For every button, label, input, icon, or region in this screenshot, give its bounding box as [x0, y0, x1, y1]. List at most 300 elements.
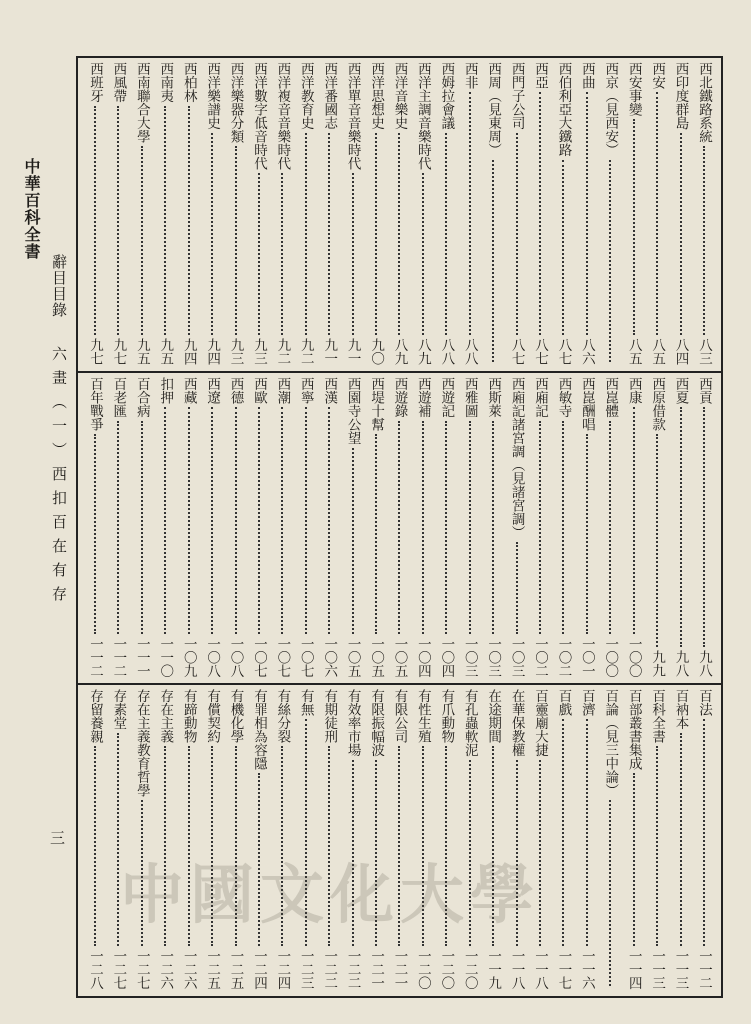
index-entry [459, 377, 481, 677]
entry-title: 西洋單音音樂時代 [344, 62, 361, 170]
entry-title: 西北鐵路系統 [695, 62, 712, 143]
entry-title: 西園寺公望 [344, 377, 361, 445]
entry-title: 西柏林 [180, 62, 197, 103]
entry-page: 一〇〇 [625, 636, 642, 677]
entry-page: 一二五 [204, 948, 221, 989]
index-entry [342, 62, 364, 365]
entry-title: 百衲本 [672, 689, 689, 730]
entry-page: 八八 [438, 338, 455, 365]
entry-title: 西洋樂譜史 [204, 62, 221, 130]
index-entry [342, 377, 364, 677]
dot-leader [586, 434, 588, 634]
index-entry [459, 689, 481, 989]
dot-leader [375, 133, 377, 336]
entry-page: 九七 [87, 338, 103, 365]
entry-page: 一〇五 [368, 636, 385, 677]
entry-title: 西洋數字低音時代 [250, 62, 267, 170]
entry-page: 九九 [649, 650, 666, 677]
entry-page: 八七 [508, 338, 525, 365]
entry-page: 八七 [532, 338, 549, 365]
index-entry [693, 689, 715, 989]
dot-leader [609, 800, 611, 986]
dot-leader [562, 421, 564, 634]
index-entry [107, 377, 129, 677]
entry-title: 西姆拉會議 [438, 62, 455, 130]
dot-leader [352, 448, 354, 634]
entry-page: 八九 [391, 338, 408, 365]
entry-page: 一二四 [274, 948, 291, 989]
index-entry [295, 377, 317, 677]
entry-page: 一〇〇 [602, 636, 619, 677]
index-entry [435, 689, 457, 989]
dot-leader [539, 421, 541, 634]
dot-leader [492, 746, 494, 946]
index-entry [482, 689, 504, 989]
entry-title: 有蹄動物 [180, 689, 197, 743]
entry-page: 一一六 [578, 948, 595, 989]
index-entry [154, 689, 176, 989]
index-entry [271, 377, 293, 677]
dot-leader [703, 407, 705, 647]
index-entry [506, 62, 528, 365]
index-entry [107, 689, 129, 989]
dot-leader [188, 407, 190, 634]
dot-leader [117, 733, 119, 946]
entry-page: 一一三 [672, 948, 689, 989]
entry-title: 西堤十幫 [368, 377, 385, 431]
watermark: 中國文化大學 [120, 858, 540, 933]
index-entry [412, 62, 434, 365]
index-entry [271, 62, 293, 365]
entry-page: 一一二 [110, 636, 127, 677]
dot-leader [117, 421, 119, 634]
dot-leader [375, 760, 377, 946]
entry-page: 一二七 [110, 948, 127, 989]
index-entry [248, 62, 270, 365]
entry-title: 有機化學 [227, 689, 244, 743]
dot-leader [516, 760, 518, 946]
entry-page: 一〇五 [344, 636, 361, 677]
entry-page: 一〇七 [297, 636, 314, 677]
dot-leader [117, 106, 119, 336]
dot-leader [562, 160, 564, 336]
dot-leader [656, 434, 658, 647]
entry-title: 百戲 [555, 689, 572, 716]
dot-leader [235, 746, 237, 946]
dot-leader [398, 746, 400, 946]
entry-title: 西伯利亞大鐵路 [555, 62, 572, 157]
dot-leader [328, 407, 330, 634]
entry-page: 八三 [695, 338, 712, 365]
entry-page: 一〇三 [461, 636, 478, 677]
entry-title: 西京（見西安） [602, 62, 619, 157]
entry-title: 百法 [695, 689, 712, 716]
entry-title: 百部叢書集成 [625, 689, 642, 770]
entry-title: 存在主義 [157, 689, 174, 743]
page-number: 三 [48, 830, 66, 845]
index-entry [295, 62, 317, 365]
entry-title: 有孔蟲軟泥 [461, 689, 478, 757]
entry-title: 西貢 [695, 377, 712, 404]
entry-title: 百濟 [578, 689, 595, 716]
dot-leader [258, 407, 260, 634]
entry-title: 有性生殖 [414, 689, 431, 743]
dot-leader [328, 133, 330, 336]
entry-title: 有無 [297, 689, 314, 716]
entry-title: 有罪相為容隱 [250, 689, 267, 770]
entry-page: 一〇三 [485, 636, 502, 677]
index-entry [84, 689, 106, 989]
index-entry [599, 689, 621, 989]
dot-leader [281, 746, 283, 946]
index-entry [248, 689, 270, 989]
entry-page: 一一一 [133, 636, 150, 677]
index-entry [365, 377, 387, 677]
dot-leader [703, 719, 705, 946]
entry-page: 九八 [695, 650, 712, 677]
dot-leader [211, 407, 213, 634]
entry-title: 有償契約 [204, 689, 221, 743]
entry-page: 一〇二 [555, 636, 572, 677]
index-entry [576, 62, 598, 365]
index-entry [84, 62, 106, 365]
entry-page: 八五 [625, 338, 642, 365]
dot-leader [281, 173, 283, 335]
dot-leader [305, 719, 307, 946]
dot-leader [211, 746, 213, 946]
entry-page: 九二 [297, 338, 314, 365]
index-entry [412, 689, 434, 989]
dot-leader [305, 133, 307, 336]
index-entry [201, 689, 223, 989]
entry-page: 一一八 [532, 948, 549, 989]
entry-title: 西曲 [578, 62, 595, 89]
entry-title: 西潮 [274, 377, 291, 404]
dot-leader [633, 119, 635, 335]
dot-leader [586, 719, 588, 946]
dot-leader [94, 434, 96, 634]
entry-page: 一一四 [625, 948, 642, 989]
index-entry [154, 377, 176, 677]
index-entry [318, 689, 340, 989]
index-band-bottom [84, 689, 715, 989]
index-entry [646, 689, 668, 989]
entry-title: 西雅圖 [461, 377, 478, 418]
index-entry [435, 377, 457, 677]
entry-title: 西原借款 [649, 377, 666, 431]
entry-page: 一〇八 [204, 636, 221, 677]
entry-title: 存素堂 [110, 689, 127, 730]
entry-page: 九四 [204, 338, 221, 365]
dot-leader [422, 421, 424, 634]
entry-title: 西洋複音音樂時代 [274, 62, 291, 170]
index-entry [670, 689, 692, 989]
entry-title: 西崑體 [602, 377, 619, 418]
dot-leader [398, 133, 400, 336]
entry-title: 西周（見東周） [485, 62, 502, 157]
dot-leader [539, 92, 541, 335]
entry-title: 有限公司 [391, 689, 408, 743]
dot-leader [352, 760, 354, 946]
entry-title: 西崑酬唱 [578, 377, 595, 431]
index-entry [131, 62, 153, 365]
dot-leader [235, 146, 237, 335]
dot-leader [258, 173, 260, 335]
index-entry [552, 689, 574, 989]
entry-page: 九五 [133, 338, 150, 365]
entry-page: 九一 [344, 338, 361, 365]
index-entry [318, 62, 340, 365]
entry-title: 西洋思想史 [368, 62, 385, 130]
entry-page: 九三 [250, 338, 267, 365]
index-entry [131, 689, 153, 989]
entry-title: 西夏 [672, 377, 689, 404]
entry-page: 八九 [414, 338, 431, 365]
entry-title: 西斯萊 [485, 377, 502, 418]
entry-title: 西遊記 [438, 377, 455, 418]
entry-page: 九一 [321, 338, 338, 365]
entry-page: 一二七 [133, 948, 150, 989]
dot-leader [539, 760, 541, 946]
index-entry [154, 62, 176, 365]
entry-page: 一二六 [180, 948, 197, 989]
entry-title: 西洋主調音樂時代 [414, 62, 431, 170]
index-table [76, 56, 723, 998]
index-entry [506, 689, 528, 989]
entry-page: 九三 [227, 338, 244, 365]
dot-leader [164, 746, 166, 946]
index-entry [623, 689, 645, 989]
dot-leader [703, 146, 705, 335]
index-entry [248, 377, 270, 677]
entry-page: 一一二 [87, 636, 103, 677]
dot-leader [492, 160, 494, 363]
entry-title: 存留養親 [87, 689, 103, 743]
entry-page: 一二一 [368, 948, 385, 989]
index-entry [482, 62, 504, 365]
index-entry [201, 62, 223, 365]
entry-title: 有限振幅波 [368, 689, 385, 757]
dot-leader [422, 173, 424, 335]
index-entry [342, 689, 364, 989]
index-entry [623, 62, 645, 365]
index-entry [388, 62, 410, 365]
index-entry [412, 377, 434, 677]
index-entry [576, 377, 598, 677]
entry-title: 在途期間 [485, 689, 502, 743]
entry-page: 一二六 [157, 948, 174, 989]
index-entry [693, 62, 715, 365]
index-entry [388, 377, 410, 677]
index-entry [646, 377, 668, 677]
entry-page: 一一七 [555, 948, 572, 989]
index-entry [529, 689, 551, 989]
entry-page: 一一九 [485, 948, 502, 989]
entry-page: 九〇 [368, 338, 385, 365]
dot-leader [328, 746, 330, 946]
dot-leader [375, 434, 377, 634]
entry-page: 一二〇 [414, 948, 431, 989]
entry-title: 西班牙 [87, 62, 103, 103]
entry-title: 西遼 [204, 377, 221, 404]
entry-page: 一〇四 [414, 636, 431, 677]
entry-page: 一二二 [344, 948, 361, 989]
index-entry [552, 377, 574, 677]
entry-title: 西洋番國志 [321, 62, 338, 130]
index-entry [670, 62, 692, 365]
entry-page: 九八 [672, 650, 689, 677]
index-band-middle [84, 377, 715, 677]
dot-leader [609, 160, 611, 363]
entry-page: 八八 [461, 338, 478, 365]
entry-title: 西非 [461, 62, 478, 89]
entry-title: 百年戰爭 [87, 377, 103, 431]
entry-page: 一〇三 [508, 636, 525, 677]
entry-title: 有絲分裂 [274, 689, 291, 743]
index-entry [201, 377, 223, 677]
entry-title: 西敏寺 [555, 377, 572, 418]
entry-page: 九四 [180, 338, 197, 365]
dot-leader [188, 746, 190, 946]
dot-leader [188, 106, 190, 336]
index-entry [271, 689, 293, 989]
index-entry [459, 62, 481, 365]
dot-leader [398, 421, 400, 634]
entry-page: 一二〇 [438, 948, 455, 989]
entry-page: 一〇八 [227, 636, 244, 677]
entry-page: 一〇七 [250, 636, 267, 677]
entry-page: 一〇七 [274, 636, 291, 677]
entry-page: 九二 [274, 338, 291, 365]
entry-title: 西廂記 [532, 377, 549, 418]
entry-title: 西洋教育史 [297, 62, 314, 130]
entry-title: 扣押 [157, 377, 174, 404]
index-entry [365, 689, 387, 989]
entry-title: 西洋音樂史 [391, 62, 408, 130]
index-entry [225, 689, 247, 989]
index-entry [693, 377, 715, 677]
index-entry [131, 377, 153, 677]
entry-title: 存在主義教育哲學 [133, 689, 150, 797]
index-entry [318, 377, 340, 677]
entry-title: 百合病 [133, 377, 150, 418]
entry-title: 西南夷 [157, 62, 174, 103]
dot-leader [469, 421, 471, 634]
entry-title: 百靈廟大捷 [532, 689, 549, 757]
entry-page: 一二三 [297, 948, 314, 989]
entry-title: 西安事變 [625, 62, 642, 116]
entry-title: 有爪動物 [438, 689, 455, 743]
entry-page: 一二二 [321, 948, 338, 989]
entry-title: 西安 [649, 62, 666, 89]
entry-page: 一二一 [391, 948, 408, 989]
entry-title: 西風帶 [110, 62, 127, 103]
entry-title: 西亞 [532, 62, 549, 89]
section-heading: 六畫（一）西扣百在有存 [50, 346, 68, 610]
entry-title: 西寧 [297, 377, 314, 404]
index-entry [225, 377, 247, 677]
entry-page: 一二五 [227, 948, 244, 989]
index-subtitle: 辭目目錄 [50, 254, 68, 318]
dot-leader [656, 92, 658, 335]
dot-leader [94, 106, 96, 336]
entry-title: 百論（見三中論） [602, 689, 619, 797]
entry-title: 百科全書 [649, 689, 666, 743]
index-entry [482, 377, 504, 677]
entry-title: 西藏 [180, 377, 197, 404]
index-entry [435, 62, 457, 365]
entry-page: 一二四 [250, 948, 267, 989]
dot-leader [164, 407, 166, 634]
dot-leader [492, 421, 494, 634]
book-title: 中華百科全書 [22, 158, 41, 260]
entry-page: 一二〇 [461, 948, 478, 989]
dot-leader [164, 106, 166, 336]
entry-page: 八七 [555, 338, 572, 365]
index-entry [529, 62, 551, 365]
dot-leader [305, 407, 307, 634]
index-entry [670, 377, 692, 677]
dot-leader [516, 542, 518, 634]
index-entry [506, 377, 528, 677]
dot-leader [680, 733, 682, 946]
dot-leader [469, 760, 471, 946]
index-entry [576, 689, 598, 989]
entry-page: 一一〇 [157, 636, 174, 677]
index-entry [295, 689, 317, 989]
entry-page: 一一三 [649, 948, 666, 989]
entry-title: 西門子公司 [508, 62, 525, 130]
dot-leader [586, 92, 588, 335]
entry-page: 九七 [110, 338, 127, 365]
index-entry [107, 62, 129, 365]
dot-leader [633, 773, 635, 946]
entry-title: 西洋樂器分類 [227, 62, 244, 143]
index-entry [529, 377, 551, 677]
index-entry [599, 62, 621, 365]
dot-leader [141, 146, 143, 335]
entry-title: 西遊補 [414, 377, 431, 418]
band-divider [78, 683, 721, 685]
dot-leader [352, 173, 354, 335]
index-entry [388, 689, 410, 989]
index-entry [178, 62, 200, 365]
entry-title: 百老匯 [110, 377, 127, 418]
entry-title: 西漢 [321, 377, 338, 404]
entry-page: 一二八 [87, 948, 103, 989]
dot-leader [656, 746, 658, 946]
dot-leader [680, 407, 682, 647]
index-entry [178, 377, 200, 677]
dot-leader [445, 421, 447, 634]
entry-title: 在華保教權 [508, 689, 525, 757]
entry-title: 西康 [625, 377, 642, 404]
entry-page: 一一八 [508, 948, 525, 989]
index-entry [599, 377, 621, 677]
entry-page: 一一二 [695, 948, 712, 989]
index-entry [178, 689, 200, 989]
entry-title: 有期徒刑 [321, 689, 338, 743]
entry-page: 一〇九 [180, 636, 197, 677]
entry-title: 西廂記諸宮調（見諸宮調） [508, 377, 525, 539]
dot-leader [562, 719, 564, 946]
index-band-top [84, 62, 715, 365]
entry-title: 西德 [227, 377, 244, 404]
dot-leader [609, 421, 611, 634]
index-entry [225, 62, 247, 365]
dot-leader [445, 133, 447, 336]
dot-leader [94, 746, 96, 946]
